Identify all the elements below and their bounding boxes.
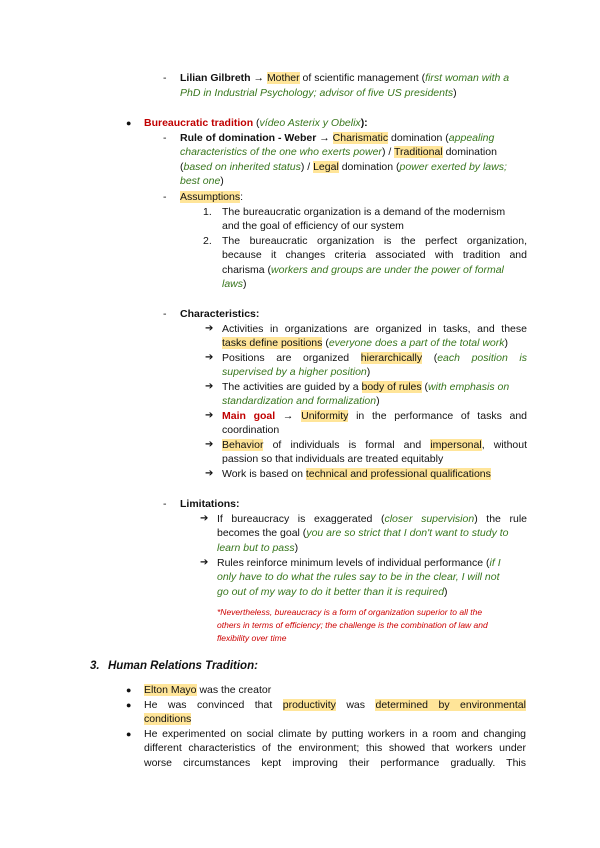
arrow-bullet-icon: ➔ (205, 381, 214, 392)
human-2-line-1: He was convinced that productivity was determined by environmental (144, 699, 526, 711)
limitations-heading: Limitations: (180, 498, 240, 510)
dash-marker: - (163, 72, 167, 84)
assumption-2-line-3: charisma (workers and groups are under the power of formal (222, 264, 504, 276)
gilbreth-line: Lilian Gilbreth → Mother of scientific management (first woman with a (180, 72, 510, 84)
char-2-line-1: Positions are organized hierarchically (each position is (222, 352, 527, 364)
arrow-bullet-icon: ➔ (205, 410, 214, 421)
dash-marker: - (163, 132, 167, 144)
limit-2-line-1: Rules reinforce minimum levels of individual performance (if I (217, 557, 501, 569)
number-marker: 2. (203, 235, 212, 247)
char-3-line-1: The activities are guided by a body of rules (with emphasis on (222, 381, 510, 393)
arrow-bullet-icon: ➔ (200, 557, 209, 568)
limit-1-line-1: If bureaucracy is exaggerated (closer supervision) the rule (217, 513, 527, 525)
char-6-line-1: Work is based on technical and professional qualifications (222, 468, 491, 480)
dash-marker: - (163, 308, 167, 320)
bullet-marker: ● (126, 118, 132, 128)
assumption-1-line-1: The bureaucratic organization is a demand of the modernism (222, 206, 506, 218)
dash-marker: - (163, 498, 167, 510)
human-2-line-2: conditions (144, 713, 192, 725)
arrow-bullet-icon: ➔ (205, 439, 214, 450)
arrow-bullet-icon: ➔ (205, 352, 214, 363)
assumption-2-line-2: because it changes criteria associated with tradition and (222, 249, 527, 261)
rule-domination-line-2: characteristics of the one who exerts power) / Traditional domination (180, 146, 497, 158)
characteristics-heading: Characteristics: (180, 308, 260, 320)
char-5-line-2: passion so that individuals are treated equitably (222, 453, 444, 465)
assumptions-label: Assumptions: (180, 191, 244, 203)
human-3-line-2: different characteristics of the environment; this showed that workers under (144, 742, 526, 754)
char-2-line-2: supervised by a higher position) (222, 366, 371, 378)
char-5-line-1: Behavior of individuals is formal and impersonal, without (222, 439, 528, 451)
char-4-line-1: Main goal → Uniformity in the performance of tasks and (222, 410, 528, 422)
limit-2-line-2: only have to do what the rules say to be in the clear, I will not (217, 571, 500, 583)
rule-domination-line: Rule of domination - Weber → Charismatic domination (appealing (180, 132, 495, 144)
assumption-1-line-2: and the goal of efficiency of our system (222, 220, 404, 232)
dash-marker: - (163, 191, 167, 203)
limit-2-line-3: go out of my way to do it better than it is required) (217, 586, 448, 598)
bureaucratic-heading: Bureaucratic tradition (vídeo Asterix y Obelix): (144, 117, 368, 129)
limit-1-line-3: learn but to pass) (217, 542, 299, 554)
assumption-2-line-4: laws) (222, 278, 247, 290)
note-line-2: others in terms of efficiency; the challenge is the combination of law and (217, 620, 488, 630)
note-line-3: flexibility over time (217, 633, 287, 643)
char-1-line-1: Activities in organizations are organized in tasks, and these (222, 323, 527, 335)
char-4-line-2: coordination (222, 424, 280, 436)
arrow-bullet-icon: ➔ (205, 468, 214, 479)
number-marker: 1. (203, 206, 212, 218)
char-3-line-2: standardization and formalization) (222, 395, 380, 407)
bullet-marker: ● (126, 685, 132, 695)
rule-domination-line-3: (based on inherited status) / Legal domination (power exerted by laws; (180, 161, 507, 173)
arrow-bullet-icon: ➔ (205, 323, 214, 334)
bullet-marker: ● (126, 729, 132, 739)
limit-1-line-2: becomes the goal (you are so strict that I don't want to study to (217, 527, 509, 539)
human-1-line: Elton Mayo was the creator (144, 684, 272, 696)
human-3-line-3: worse circumstances kept improving their performance gradually. This (144, 757, 526, 769)
assumption-2-line-1: The bureaucratic organization is the perfect organization, (222, 235, 527, 247)
char-1-line-2: tasks define positions (everyone does a part of the total work) (222, 337, 509, 349)
bullet-marker: ● (126, 700, 132, 710)
gilbreth-line-2: PhD in Industrial Psychology; advisor of five US presidents) (180, 87, 457, 99)
human-3-line-1: He experimented on social climate by putting workers in a room and changing (144, 728, 526, 740)
human-relations-heading: Human Relations Tradition: (108, 660, 258, 672)
arrow-bullet-icon: ➔ (200, 513, 209, 524)
note-line-1: *Nevertheless, bureaucracy is a form of organization superior to all the (217, 607, 483, 617)
section-number: 3. (90, 660, 100, 672)
rule-domination-line-4: best one) (180, 175, 224, 187)
